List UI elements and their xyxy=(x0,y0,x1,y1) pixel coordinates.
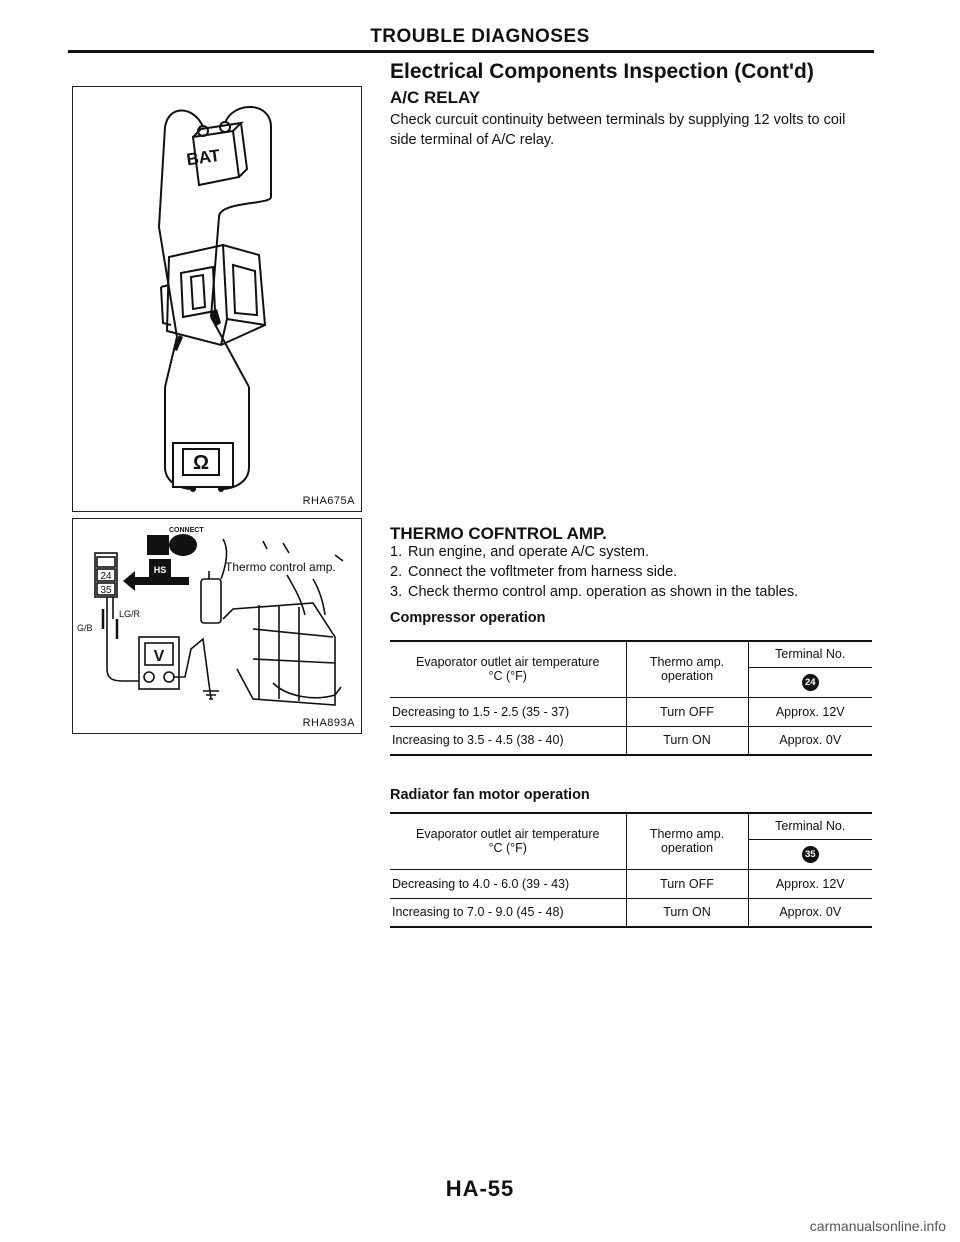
ac-relay-title: A/C RELAY xyxy=(390,88,481,107)
voltmeter-label: V xyxy=(153,648,165,665)
col-temperature-header: Evaporator outlet air temperature °C (°F) xyxy=(390,813,626,869)
terminal-24-label: 24 xyxy=(100,571,112,582)
step-item: 1. Run engine, and operate A/C system. xyxy=(390,544,650,560)
battery-label: BAT xyxy=(185,145,222,170)
terminal-35-label: 35 xyxy=(100,585,112,596)
table-row: Decreasing to 4.0 - 6.0 (39 - 43) Turn OFF Approx. 12V xyxy=(390,869,872,898)
col-terminal-header: Terminal No. xyxy=(748,813,872,839)
figure-ac-relay xyxy=(72,86,362,512)
hs-label: HS xyxy=(153,565,167,575)
component-label: Thermo control amp. xyxy=(225,560,336,574)
table-row: Increasing to 7.0 - 9.0 (45 - 48) Turn ON Approx. 0V xyxy=(390,898,872,927)
page-header: TROUBLE DIAGNOSES xyxy=(370,26,590,47)
wire-gb-label: G/B xyxy=(77,623,93,633)
ac-relay-description: Check curcuit continuity between terminals by supplying 12 volts to coil side terminal of A/C relay. xyxy=(390,112,846,148)
ohmmeter-label: Ω xyxy=(192,452,210,474)
wire-lgr-label: LG/R xyxy=(119,609,141,619)
col-temperature-header: Evaporator outlet air temperature °C (°F) xyxy=(390,641,626,697)
table-row: Increasing to 3.5 - 4.5 (38 - 40) Turn ON Approx. 0V xyxy=(390,726,872,755)
thermo-amp-steps xyxy=(390,542,880,602)
thermo-amp-diagram xyxy=(73,519,361,733)
table-row: Decreasing to 1.5 - 2.5 (35 - 37) Turn OFF Approx. 12V xyxy=(390,697,872,726)
terminal-number xyxy=(748,839,872,869)
page-number: HA-55 xyxy=(445,1176,515,1201)
terminal-35-icon: 35 xyxy=(802,846,819,863)
radiator-fan-operation-table xyxy=(390,812,872,928)
compressor-table-title: Compressor operation xyxy=(390,610,546,626)
compressor-operation-table xyxy=(390,640,872,756)
col-terminal-header: Terminal No. xyxy=(748,641,872,667)
col-operation-header: Thermo amp. operation xyxy=(626,641,748,697)
step-item: 3. Check thermo control amp. operation as shown in the tables. xyxy=(390,584,799,600)
figure-thermo-amp xyxy=(72,518,362,734)
radiator-table-title: Radiator fan motor operation xyxy=(390,787,590,803)
header-rule xyxy=(68,50,874,53)
figure-code: RHA675A xyxy=(302,495,355,507)
ac-relay-diagram xyxy=(73,87,361,511)
figure-code: RHA893A xyxy=(302,717,355,729)
terminal-number xyxy=(748,667,872,697)
col-operation-header: Thermo amp. operation xyxy=(626,813,748,869)
connect-label: CONNECT xyxy=(169,527,204,534)
terminal-24-icon: 24 xyxy=(802,674,819,691)
section-title: Electrical Components Inspection (Cont'd) xyxy=(390,60,814,83)
watermark: carmanualsonline.info xyxy=(809,1218,946,1234)
step-item: 2. Connect the vofltmeter from harness side. xyxy=(390,564,678,580)
thermo-amp-title: THERMO COFNTROL AMP. xyxy=(390,524,607,543)
